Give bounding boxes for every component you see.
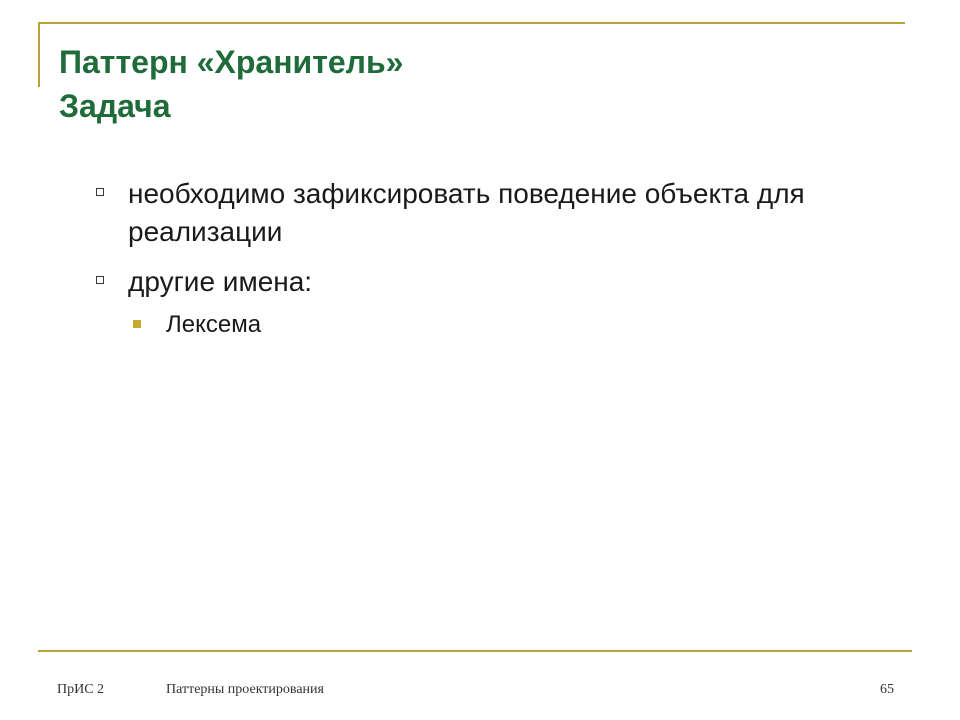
sub-bullet-item-1 [96, 309, 926, 341]
bullet-item-2 [96, 263, 926, 301]
sub-bullet-text-1: Лексема [166, 311, 262, 338]
hollow-square-icon [96, 188, 104, 196]
bullet-list [96, 175, 926, 341]
slide-title [59, 40, 879, 128]
hollow-square-icon [96, 276, 104, 284]
filled-square-icon [133, 320, 141, 328]
title-line-2: Задача [59, 88, 171, 124]
footer-topic: Паттерны проектирования [166, 682, 324, 697]
bullet-text-1: необходимо зафиксировать поведение объекта для реализации [128, 178, 805, 247]
page-number: 65 [880, 682, 894, 697]
footer-course: ПрИС 2 [57, 682, 105, 697]
left-rule [38, 22, 40, 87]
top-rule [38, 22, 905, 24]
bottom-rule [38, 650, 912, 652]
bullet-text-2: другие имена: [128, 266, 313, 297]
bullet-item-1 [96, 175, 926, 251]
title-line-1: Паттерн «Хранитель» [59, 44, 404, 80]
